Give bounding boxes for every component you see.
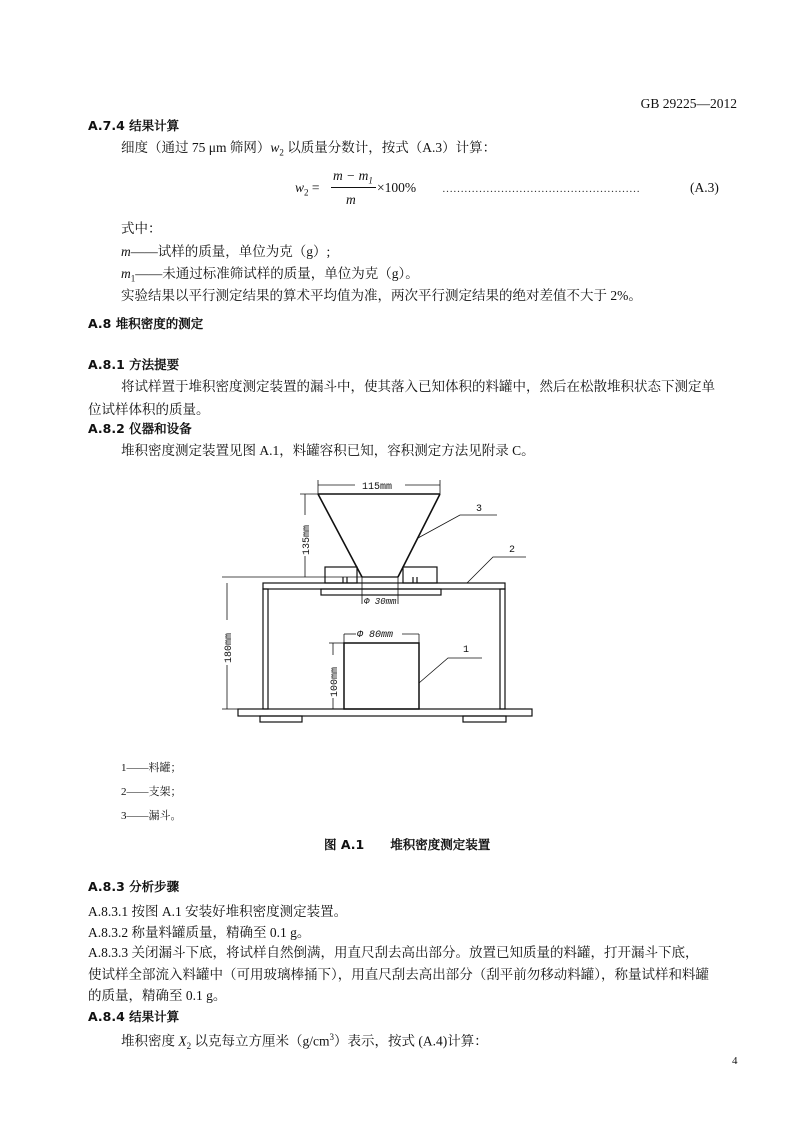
- paragraph-a81-line1: 将试样置于堆积密度测定装置的漏斗中，使其落入已知体积的料罐中，然后在松散堆积状态下测定单: [121, 379, 715, 394]
- foot-left: [260, 716, 302, 722]
- legend-item-2: 2——支架；: [121, 786, 182, 798]
- section-heading-a83: A.8.3 分析步骤: [88, 879, 180, 894]
- dim-can-diameter: Φ 80mm: [357, 630, 394, 641]
- legend-item-1: 1——料罐；: [121, 762, 182, 774]
- dim-total-height: 180mm: [224, 632, 235, 663]
- variable: X: [178, 1033, 187, 1049]
- callout-1: 1: [463, 645, 470, 656]
- text: ——未通过标准筛试样的质量，单位为克（g）。: [135, 266, 419, 281]
- stand-under-plate: [321, 589, 441, 595]
- section-heading-a82: A.8.2 仪器和设备: [88, 421, 192, 436]
- variable: m: [121, 244, 131, 259]
- equals: =: [308, 180, 320, 195]
- page-number: 4: [732, 1055, 738, 1067]
- step-a831: A.8.3.1 按图 A.1 安装好堆积密度测定装置。: [88, 904, 348, 919]
- leader-2: [467, 557, 526, 583]
- foot-right: [463, 716, 506, 722]
- stand-top-plate: [263, 583, 505, 589]
- text: 细度（通过 75 μm 筛网）: [121, 140, 271, 155]
- formula-lhs: w: [295, 180, 305, 195]
- text: ——试样的质量，单位为克（g）;: [130, 244, 331, 259]
- section-heading-a8: A.8 堆积密度的测定: [88, 316, 204, 331]
- text: 以克每立方厘米（g/cm: [191, 1033, 330, 1049]
- funnel-clamp-left: [325, 567, 357, 583]
- step-a833-line2: 使试样全部流入料罐中（可用玻璃棒捅下），用直尺刮去高出部分（刮平前勿移动料罐），称量试样和料罐: [88, 967, 709, 982]
- text: 以质量分数计，按式（A.3）计算：: [283, 140, 497, 155]
- stand-leg-right: [500, 589, 505, 709]
- subscript: 2: [279, 147, 284, 158]
- leader-dots: ………………………………………………: [442, 183, 640, 195]
- standard-number: GB 29225—2012: [640, 96, 737, 111]
- stand-leg-left: [263, 589, 268, 709]
- dim-can-height: 100mm: [330, 666, 341, 697]
- can: [344, 643, 419, 709]
- subscript: 1: [130, 273, 136, 284]
- section-heading-a84: A.8.4 结果计算: [88, 1009, 180, 1024]
- dim-outlet-diameter: Φ 30mm: [364, 597, 397, 607]
- dim-top-width: 115mm: [362, 482, 393, 493]
- subscript: 2: [186, 1041, 192, 1052]
- subscript: 2: [304, 187, 309, 198]
- callout-3: 3: [476, 504, 483, 515]
- paragraph-a82: 堆积密度测定装置见图 A.1，料罐容积已知，容积测定方法见附录 C。: [121, 443, 535, 458]
- step-a832: A.8.3.2 称量料罐质量，精确至 0.1 g。: [88, 925, 311, 940]
- subscript: 1: [368, 175, 373, 186]
- text: ）表示，按式 (A.4)计算：: [334, 1033, 488, 1049]
- stand-base: [238, 709, 532, 716]
- leader-1: [419, 658, 482, 683]
- equation-label: (A.3): [690, 180, 719, 195]
- dim-funnel-height: 135mm: [302, 524, 313, 555]
- where-label: 式中：: [121, 221, 162, 236]
- legend-item-3: 3——漏斗。: [121, 810, 182, 822]
- variable: m: [121, 266, 131, 281]
- denominator: m: [346, 192, 356, 207]
- funnel-clamp-right: [403, 567, 437, 583]
- section-heading-a81: A.8.1 方法提要: [88, 357, 180, 372]
- times-100: ×100%: [377, 180, 417, 195]
- result-note: 实验结果以平行测定结果的算术平均值为准，两次平行测定结果的绝对差值不大于 2%。: [121, 288, 642, 303]
- leader-3: [418, 515, 497, 538]
- callout-2: 2: [509, 545, 516, 556]
- superscript: 3: [329, 1032, 334, 1042]
- step-a833-line3: 的质量，精确至 0.1 g。: [88, 988, 227, 1003]
- text: m − m: [333, 168, 369, 183]
- section-heading-a74: A.7.4 结果计算: [88, 118, 180, 133]
- variable: w: [270, 140, 280, 155]
- paragraph-a81-line2: 位试样体积的质量。: [88, 402, 210, 417]
- caption-number: 图 A.1: [324, 837, 365, 852]
- funnel: [318, 494, 440, 577]
- step-a833-line1: A.8.3.3 关闭漏斗下底，将试样自然倒满，用直尺刮去高出部分。放置已知质量的料罐，打开漏斗下底，: [88, 945, 699, 960]
- paragraph-a84: [121, 1029, 488, 1055]
- figure-caption: [324, 836, 490, 853]
- caption-title: 堆积密度测定装置: [390, 837, 491, 852]
- text: 堆积密度: [121, 1033, 179, 1049]
